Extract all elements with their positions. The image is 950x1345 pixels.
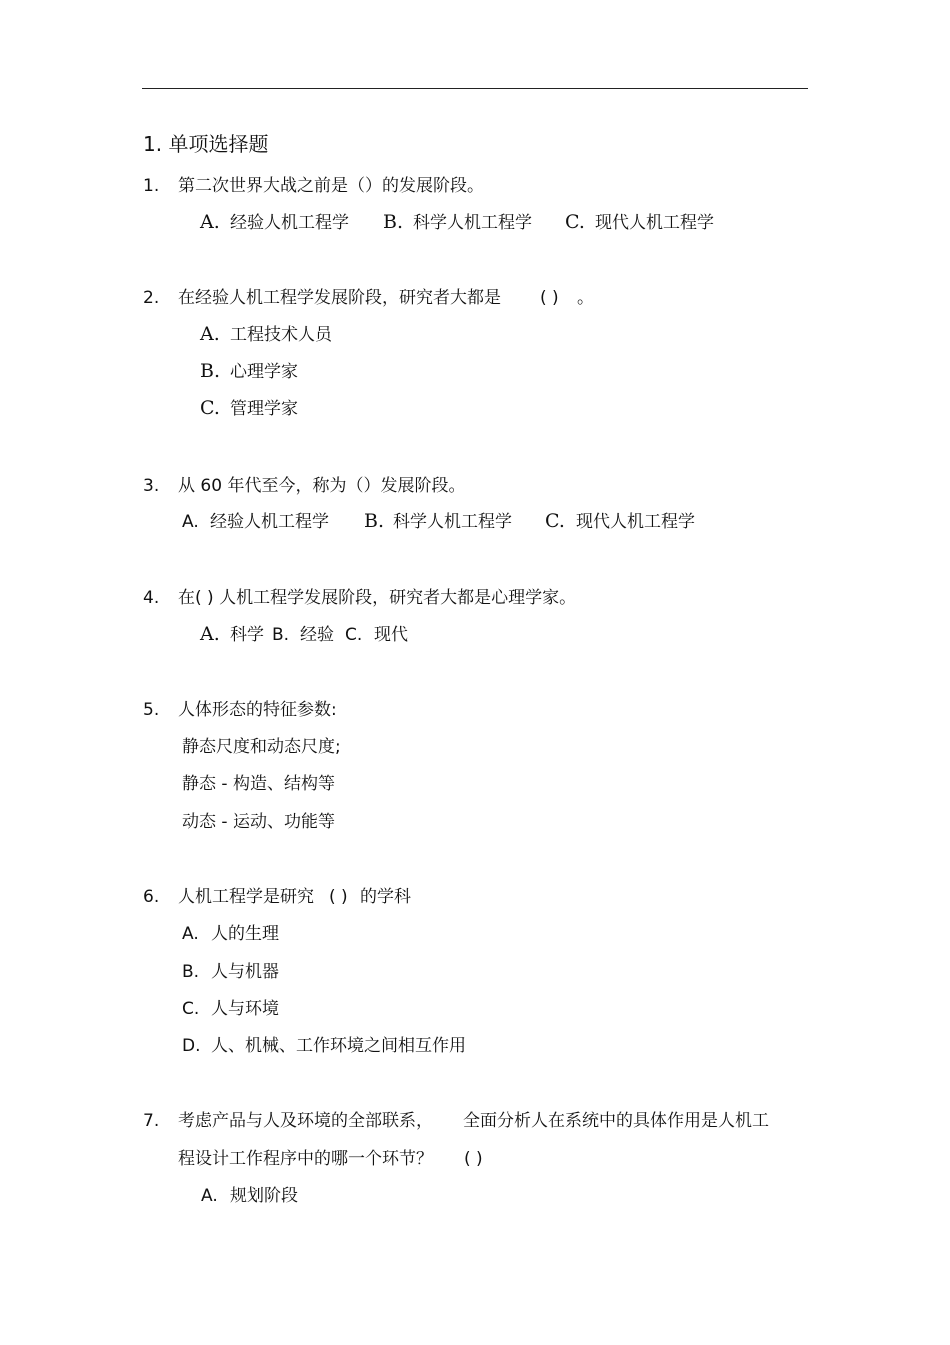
option-letter: B. bbox=[272, 625, 290, 645]
option-text: 现代 bbox=[374, 625, 408, 645]
option-text: 科学人机工程学 bbox=[413, 213, 532, 233]
option-text: 科学人机工程学 bbox=[393, 512, 512, 532]
option-text: 经验人机工程学 bbox=[230, 213, 349, 233]
option-letter: B. bbox=[182, 962, 200, 982]
question-stem: 人体形态的特征参数: bbox=[178, 700, 337, 720]
option-letter: C. bbox=[345, 625, 363, 645]
question-stem-line2: 程设计工作程序中的哪一个环节？ bbox=[178, 1149, 433, 1169]
option-text: 经验人机工程学 bbox=[210, 512, 329, 532]
option-letter: A. bbox=[201, 1186, 218, 1206]
option-text: 现代人机工程学 bbox=[576, 512, 695, 532]
option-letter: A. bbox=[182, 924, 199, 944]
stem-end: 。 bbox=[577, 288, 594, 308]
question-number: 4. bbox=[143, 588, 160, 608]
option-text: 科学 bbox=[230, 625, 264, 645]
question-number: 6. bbox=[143, 887, 160, 907]
question-stem: 人机工程学是研究 bbox=[178, 887, 314, 907]
option-text: 管理学家 bbox=[230, 399, 298, 419]
option-text: 人的生理 bbox=[211, 924, 279, 944]
question-stem-continued: 全面分析人在系统中的具体作用是人机工 bbox=[463, 1111, 769, 1131]
section-title: 1. 单项选择题 bbox=[143, 132, 269, 156]
answer-blank: ( ) bbox=[329, 887, 348, 907]
question-number: 5. bbox=[143, 700, 160, 720]
answer-line: 静态尺度和动态尺度; bbox=[182, 737, 341, 757]
option-letter: D. bbox=[182, 1036, 201, 1056]
option-letter: A. bbox=[200, 323, 220, 345]
question-stem: 在经验人机工程学发展阶段，研究者大都是 bbox=[178, 288, 501, 308]
option-letter: B. bbox=[200, 360, 221, 382]
stem-end: 的学科 bbox=[360, 887, 411, 907]
option-text: 规划阶段 bbox=[230, 1186, 298, 1206]
question-number: 2. bbox=[143, 288, 160, 308]
question-number: 3. bbox=[143, 476, 160, 496]
question-stem: 考虑产品与人及环境的全部联系， bbox=[178, 1111, 433, 1131]
option-letter: C. bbox=[565, 211, 585, 233]
option-letter: A. bbox=[200, 623, 220, 645]
question-number: 1. bbox=[143, 176, 160, 196]
option-letter: B. bbox=[383, 211, 404, 233]
option-letter: C. bbox=[182, 999, 200, 1019]
question-stem: 在( ) 人机工程学发展阶段，研究者大都是心理学家。 bbox=[178, 588, 577, 608]
question-stem: 第二次世界大战之前是（）的发展阶段。 bbox=[178, 176, 484, 196]
question-stem: 从 60 年代至今，称为（）发展阶段。 bbox=[178, 476, 466, 496]
option-letter: C. bbox=[200, 397, 220, 419]
option-letter: A. bbox=[182, 512, 199, 532]
option-letter: A. bbox=[200, 211, 220, 233]
option-text: 心理学家 bbox=[230, 362, 298, 382]
option-text: 人与机器 bbox=[211, 962, 279, 982]
question-number: 7. bbox=[143, 1111, 160, 1131]
answer-line: 动态 - 运动、功能等 bbox=[182, 812, 335, 832]
option-letter: C. bbox=[545, 510, 565, 532]
answer-blank: ( ) bbox=[540, 288, 559, 308]
option-text: 工程技术人员 bbox=[230, 325, 332, 345]
option-text: 人、机械、工作环境之间相互作用 bbox=[211, 1036, 466, 1056]
option-text: 人与环境 bbox=[211, 999, 279, 1019]
answer-line: 静态 - 构造、结构等 bbox=[182, 774, 335, 794]
option-text: 现代人机工程学 bbox=[595, 213, 714, 233]
option-text: 经验 bbox=[300, 625, 334, 645]
option-letter: B. bbox=[364, 510, 385, 532]
answer-blank: ( ) bbox=[464, 1149, 483, 1169]
header-rule bbox=[142, 88, 808, 89]
